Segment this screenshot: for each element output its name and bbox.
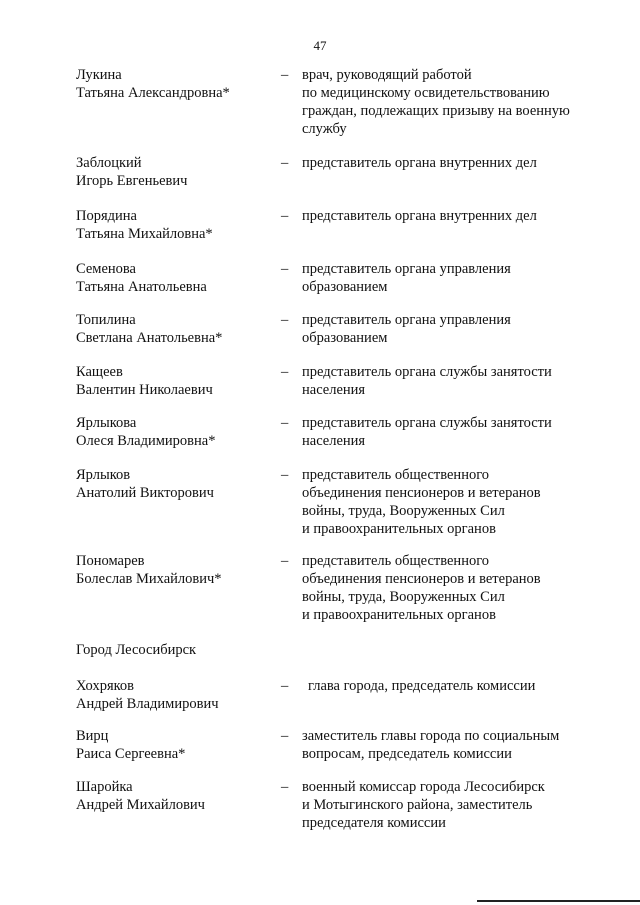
role-line: населения [302,433,366,449]
role-line: представитель органа службы занятости [302,364,552,380]
role-line: по медицинскому освидетельствованию [302,85,550,101]
role-line: представитель органа службы занятости [302,415,552,431]
position-description [302,311,592,347]
position-description [302,466,592,538]
role-line: образованием [302,279,388,295]
role-line: и Мотыгинского района, заместитель [302,797,533,813]
person-name [76,207,276,243]
role-line: представитель органа внутренних дел [302,208,537,224]
surname: Ярлыкова [76,415,137,431]
dash: – [281,67,289,83]
surname: Пономарев [76,553,145,569]
dash: – [281,312,289,328]
surname: Вирц [76,728,109,744]
dash: – [281,467,289,483]
role-line: объединения пенсионеров и ветеранов [302,485,541,501]
position-description [308,677,598,695]
given-names: Игорь Евгеньевич [76,173,188,189]
person-name [76,363,276,399]
role-line: врач, руководящий работой [302,67,472,83]
given-names: Светлана Анатольевна* [76,330,223,346]
role-line: войны, труда, Вооруженных Сил [302,503,505,519]
given-names: Анатолий Викторович [76,485,214,501]
role-line: представитель общественного [302,467,490,483]
surname: Семенова [76,261,136,277]
role-line: представитель органа управления [302,312,511,328]
person-name [76,260,276,296]
dash: – [281,261,289,277]
role-line: председателя комиссии [302,815,446,831]
role-line: граждан, подлежащих призыву на военную [302,103,570,119]
dash: – [281,155,289,171]
person-name [76,677,276,713]
position-description [302,778,592,832]
role-line: военный комиссар города Лесосибирск [302,779,545,795]
position-description [302,66,592,138]
person-name [76,778,276,814]
person-name [76,727,276,763]
person-name [76,414,276,450]
role-line: вопросам, председатель комиссии [302,746,512,762]
role-line: населения [302,382,366,398]
dash: – [281,553,289,569]
role-line: войны, труда, Вооруженных Сил [302,589,505,605]
role-line: службу [302,121,347,137]
position-description [302,363,592,399]
person-name [76,311,276,347]
given-names: Андрей Михайлович [76,797,205,813]
surname: Шаройка [76,779,133,795]
role-line: глава города, председатель комиссии [308,678,536,694]
person-name [76,552,276,588]
role-line: представитель органа внутренних дел [302,155,537,171]
surname: Лукина [76,67,122,83]
position-description [302,414,592,450]
page-number: 47 [313,38,327,53]
position-description [302,727,592,763]
surname: Хохряков [76,678,135,694]
position-description [302,552,592,624]
role-line: и правоохранительных органов [302,521,496,537]
given-names: Валентин Николаевич [76,382,213,398]
section-heading: Город Лесосибирск [76,642,197,658]
position-description [302,207,592,225]
dash: – [281,364,289,380]
role-line: и правоохранительных органов [302,607,496,623]
given-names: Татьяна Александровна* [76,85,230,101]
dash: – [281,415,289,431]
surname: Порядина [76,208,137,224]
position-description [302,154,592,172]
dash: – [281,208,289,224]
role-line: представитель органа управления [302,261,511,277]
bottom-rule [477,900,640,902]
surname: Кащеев [76,364,123,380]
person-name [76,154,276,190]
given-names: Татьяна Михайловна* [76,226,213,242]
given-names: Болеслав Михайлович* [76,571,222,587]
person-name [76,466,276,502]
surname: Заблоцкий [76,155,142,171]
role-line: объединения пенсионеров и ветеранов [302,571,541,587]
surname: Топилина [76,312,136,328]
role-line: заместитель главы города по социальным [302,728,560,744]
dash: – [281,678,289,694]
given-names: Андрей Владимирович [76,696,219,712]
dash: – [281,728,289,744]
surname: Ярлыков [76,467,131,483]
dash: – [281,779,289,795]
role-line: образованием [302,330,388,346]
given-names: Раиса Сергеевна* [76,746,186,762]
person-name [76,66,276,102]
given-names: Татьяна Анатольевна [76,279,207,295]
position-description [302,260,592,296]
role-line: представитель общественного [302,553,490,569]
given-names: Олеся Владимировна* [76,433,216,449]
